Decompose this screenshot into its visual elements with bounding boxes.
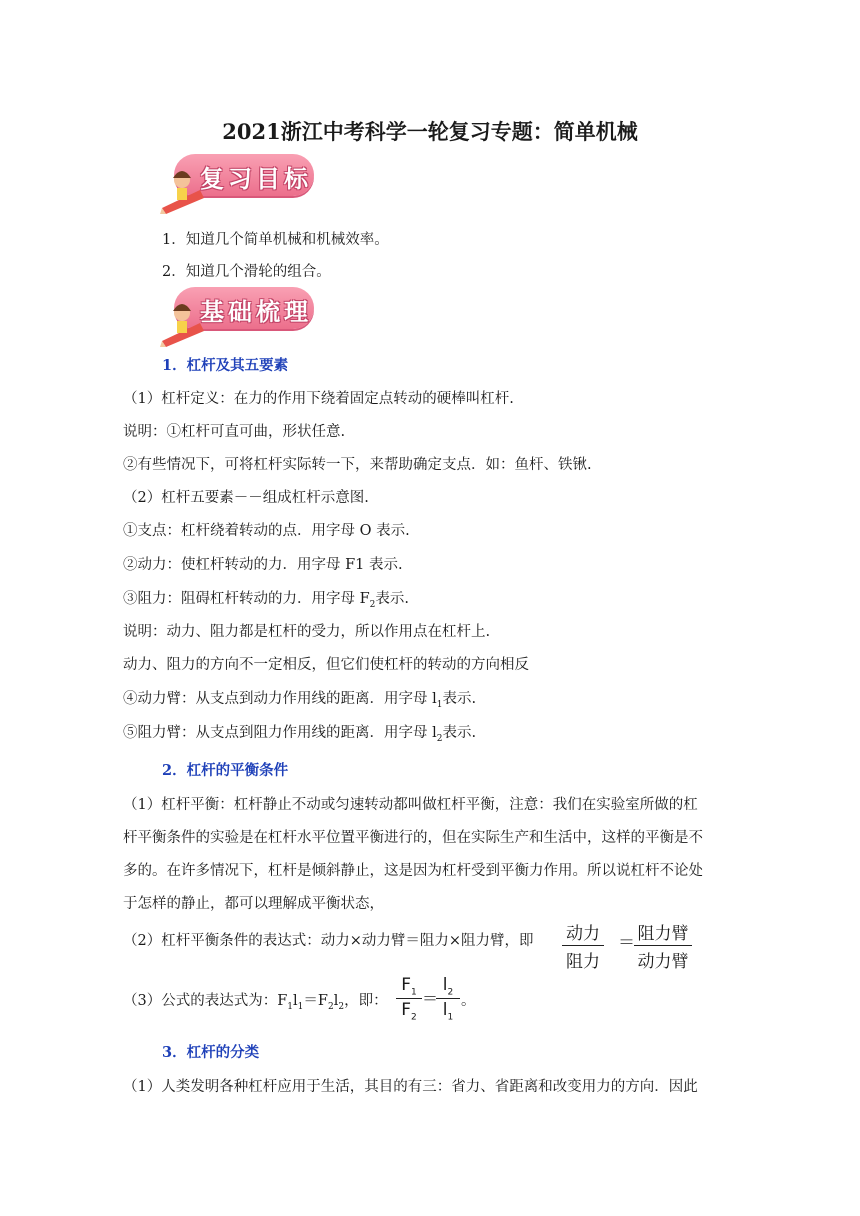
paragraph: （2）杠杆五要素－－组成杠杆示意图. xyxy=(123,490,369,506)
paragraph: ③阻力：阻碍杠杆转动的力．用字母 $F_2$表示. xyxy=(123,591,410,610)
paragraph: 说明：动力、阻力都是杠杆的受力，所以作用点在杠杆上. xyxy=(123,624,491,640)
fraction-l2-l1: $l_2$ $l_1$ xyxy=(436,975,460,1023)
paragraph: 于怎样的静止，都可以理解成平衡状态， xyxy=(123,896,384,912)
fraction-f1-f2: $F_1$ $F_2$ xyxy=(396,975,422,1023)
paragraph: 杆平衡条件的实验是在杠杆水平位置平衡进行的，但在实际生产和生活中，这样的平衡是不 xyxy=(123,830,703,846)
period: 。 xyxy=(461,993,476,1009)
paragraph: 动力、阻力的方向不一定相反，但它们使杠杆的转动的方向相反 xyxy=(123,657,529,673)
section-heading: 1．杠杆及其五要素 xyxy=(162,357,289,374)
equals-sign: ＝ xyxy=(422,989,439,1008)
paragraph: ⑤阻力臂：从支点到阻力作用线的距离．用字母 $l_2$表示. xyxy=(123,725,477,744)
section-heading: 3．杠杆的分类 xyxy=(162,1044,260,1061)
paragraph: （2）杠杆平衡条件的表达式：动力×动力臂＝阻力×阻力臂，即 xyxy=(123,933,534,949)
goal-item: 1．知道几个简单机械和机械效率。 xyxy=(162,232,389,248)
page-title: 2021浙江中考科学一轮复习专题：简单机械 xyxy=(222,119,638,144)
paragraph: ①支点：杠杆绕着转动的点．用字母 O 表示. xyxy=(123,523,410,539)
fraction-arm-ratio: 阻力臂 动力臂 xyxy=(634,919,692,972)
paragraph: ④动力臂：从支点到动力作用线的距离．用字母 $l_1$表示. xyxy=(123,691,477,710)
paragraph: ②动力：使杠杆转动的力．用字母 F1 表示. xyxy=(123,557,403,573)
review-goals-badge xyxy=(160,150,316,204)
fraction-force-ratio: 动力 阻力 xyxy=(562,919,604,972)
badge-label: 基础梳理 xyxy=(200,297,312,326)
paragraph: （1）杠杆定义：在力的作用下绕着固定点转动的硬棒叫杠杆. xyxy=(123,391,514,407)
basics-badge xyxy=(160,283,316,337)
badge-label: 复习目标 xyxy=(200,164,312,193)
paragraph: （1）人类发明各种杠杆应用于生活，其目的有三：省力、省距离和改变用力的方向．因此 xyxy=(123,1079,698,1095)
paragraph: （1）杠杆平衡：杠杆静止不动或匀速转动都叫做杠杆平衡，注意：我们在实验室所做的杠 xyxy=(123,797,698,813)
equals-sign: ＝ xyxy=(618,933,635,953)
goal-item: 2．知道几个滑轮的组合。 xyxy=(162,264,331,280)
section-heading: 2．杠杆的平衡条件 xyxy=(162,762,289,779)
paragraph: ②有些情况下，可将杠杆实际转一下，来帮助确定支点．如：鱼杆、铁锹. xyxy=(123,457,592,473)
paragraph: 说明：①杠杆可直可曲，形状任意. xyxy=(123,424,346,440)
paragraph: （3）公式的表达式为：$F_1l_1=F_2l_2$，即： xyxy=(123,993,388,1012)
paragraph: 多的。在许多情况下，杠杆是倾斜静止，这是因为杠杆受到平衡力作用。所以说杠杆不论处 xyxy=(123,863,703,879)
